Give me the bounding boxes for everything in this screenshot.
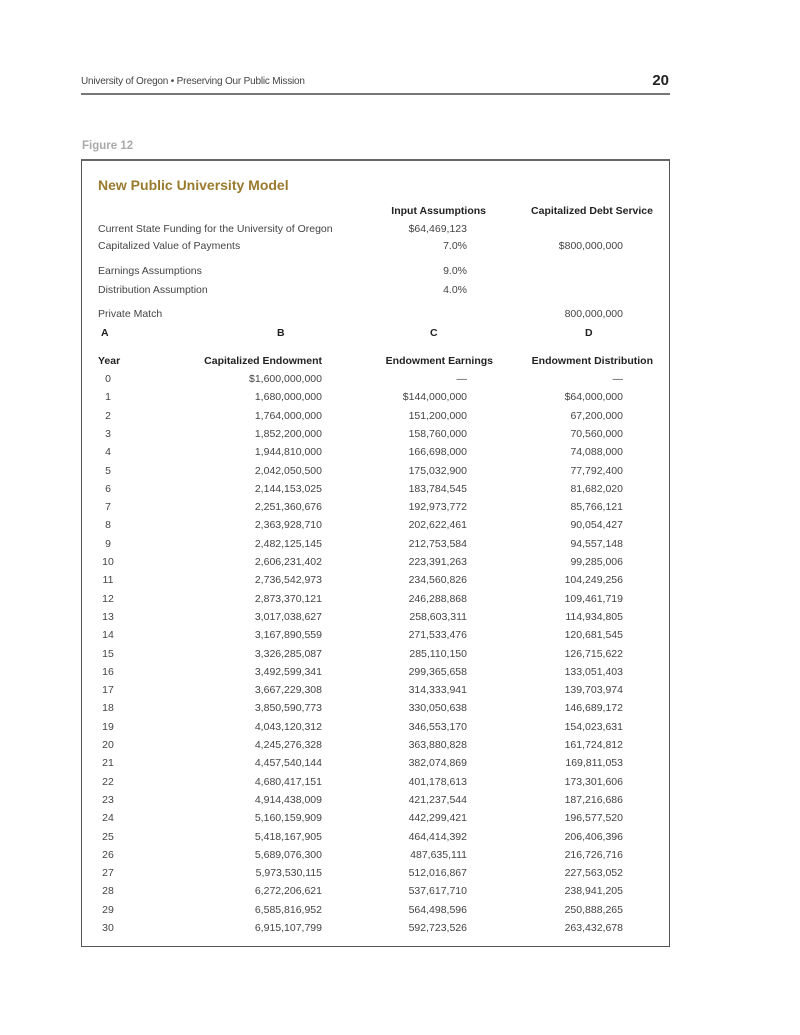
table-row <box>0 519 800 537</box>
table-row <box>0 593 800 611</box>
endowment-earnings-cell: 346,553,170 <box>408 720 467 733</box>
year-cell: 5 <box>105 464 111 477</box>
year-cell: 25 <box>102 830 114 843</box>
endowment-earnings-cell: 592,723,526 <box>408 922 467 934</box>
capitalized-endowment-cell: 3,326,285,087 <box>254 647 322 660</box>
year-cell: 7 <box>105 501 111 514</box>
endowment-distribution-cell: 77,792,400 <box>570 464 623 477</box>
endowment-earnings-cell: 537,617,710 <box>408 885 467 898</box>
table-row <box>0 648 800 666</box>
year-cell: 8 <box>105 519 111 532</box>
year-cell: 17 <box>102 684 114 697</box>
endowment-distribution-cell: 196,577,520 <box>564 812 623 825</box>
endowment-distribution-cell: 139,703,974 <box>564 684 623 697</box>
endowment-earnings-cell: $144,000,000 <box>402 391 467 404</box>
capitalized-endowment-cell: 1,944,810,000 <box>254 446 322 459</box>
year-cell: 6 <box>105 482 111 495</box>
capitalized-endowment-cell: 3,667,229,308 <box>254 684 322 697</box>
capitalized-endowment-cell: 6,272,206,621 <box>254 885 322 898</box>
endowment-distribution-cell: 114,934,805 <box>565 610 623 623</box>
endowment-earnings-cell: 175,032,900 <box>408 464 467 477</box>
endowment-distribution-cell: 154,023,631 <box>564 720 623 733</box>
assumption-input-value: 9.0% <box>443 265 467 277</box>
year-cell: 3 <box>105 427 111 440</box>
capitalized-endowment-cell: 4,680,417,151 <box>254 775 322 788</box>
year-cell: 20 <box>102 739 114 751</box>
endowment-earnings-cell: 512,016,867 <box>408 867 467 880</box>
endowment-distribution-cell: 169,811,053 <box>565 757 623 770</box>
table-row <box>0 702 800 720</box>
table-row <box>0 922 800 940</box>
endowment-earnings-cell: 158,760,000 <box>408 427 467 440</box>
table-row <box>0 446 800 464</box>
capitalized-endowment-cell: 3,017,038,627 <box>254 610 322 623</box>
capitalized-endowment-cell: 3,850,590,773 <box>254 702 322 715</box>
capitalized-endowment-cell: 2,482,125,145 <box>254 537 322 550</box>
endowment-distribution-cell: 104,249,256 <box>564 574 623 587</box>
table-row <box>0 501 800 519</box>
capitalized-endowment-cell: 2,251,360,676 <box>254 501 322 514</box>
year-cell: 16 <box>102 665 114 678</box>
table-row <box>0 794 800 812</box>
year-cell: 24 <box>102 812 114 825</box>
capitalized-endowment-cell: 3,492,599,341 <box>254 665 322 678</box>
header-endowment-earnings: Endowment Earnings <box>385 355 493 367</box>
table-row <box>0 391 800 409</box>
endowment-distribution-cell: 250,888,265 <box>564 903 623 916</box>
table-row <box>0 776 800 794</box>
capitalized-endowment-cell: 5,418,167,905 <box>254 830 322 843</box>
assumption-label: Current State Funding for the University of Oregon <box>98 223 333 235</box>
endowment-distribution-cell: 109,461,719 <box>564 592 623 605</box>
year-cell: 9 <box>105 537 111 550</box>
endowment-earnings-cell: 442,299,421 <box>408 812 467 825</box>
table-row <box>0 885 800 903</box>
capitalized-endowment-cell: 6,585,816,952 <box>254 903 322 916</box>
endowment-distribution-cell: 70,560,000 <box>570 427 623 440</box>
endowment-earnings-cell: 363,880,828 <box>408 739 467 751</box>
capitalized-endowment-cell: 4,043,120,312 <box>254 720 322 733</box>
endowment-distribution-cell: 85,766,121 <box>570 501 623 514</box>
capitalized-endowment-cell: 2,363,928,710 <box>254 519 322 532</box>
header-capitalized-endowment: Capitalized Endowment <box>204 355 322 367</box>
year-cell: 4 <box>105 446 111 459</box>
year-cell: 27 <box>102 867 114 880</box>
assumption-label: Private Match <box>98 308 163 320</box>
table-row <box>0 483 800 501</box>
header-rule <box>81 93 670 95</box>
endowment-distribution-cell: 173,301,606 <box>564 775 623 788</box>
capitalized-endowment-cell: 4,914,438,009 <box>254 793 322 806</box>
header-year: Year <box>98 355 121 367</box>
endowment-earnings-cell: 299,365,658 <box>408 665 467 678</box>
year-cell: 28 <box>102 885 114 898</box>
table-row <box>0 629 800 647</box>
endowment-earnings-cell: 487,635,111 <box>410 848 467 861</box>
table-row <box>0 410 800 428</box>
endowment-earnings-cell: 271,533,476 <box>408 629 467 642</box>
endowment-earnings-cell: 234,560,826 <box>408 574 467 587</box>
endowment-distribution-cell: 227,563,052 <box>564 867 623 880</box>
assumption-label: Capitalized Value of Payments <box>98 240 241 252</box>
column-letter-d: D <box>585 327 593 339</box>
figure-label: Figure 12 <box>82 140 134 152</box>
endowment-distribution-cell: 67,200,000 <box>570 409 623 422</box>
year-cell: 23 <box>102 793 114 806</box>
year-cell: 13 <box>102 610 114 623</box>
figure-title: New Public University Model <box>98 177 289 193</box>
capitalized-debt-header: Capitalized Debt Service <box>531 205 653 217</box>
year-cell: 30 <box>102 922 114 934</box>
endowment-distribution-cell: 263,432,678 <box>564 922 623 934</box>
year-cell: 21 <box>102 757 114 770</box>
endowment-earnings-cell: 314,333,941 <box>408 684 467 697</box>
capitalized-endowment-cell: 2,144,153,025 <box>254 482 322 495</box>
endowment-earnings-cell: 246,288,868 <box>408 592 467 605</box>
table-row <box>0 611 800 629</box>
table-row <box>0 465 800 483</box>
endowment-distribution-cell: $64,000,000 <box>564 391 623 404</box>
year-cell: 0 <box>105 373 111 385</box>
endowment-distribution-cell: 133,051,403 <box>564 665 623 678</box>
capitalized-endowment-cell: 2,736,542,973 <box>254 574 322 587</box>
endowment-distribution-cell: 90,054,427 <box>570 519 623 532</box>
capitalized-endowment-cell: 2,873,370,121 <box>254 592 322 605</box>
table-row <box>0 831 800 849</box>
running-header: University of Oregon • Preserving Our Public Mission <box>81 76 305 87</box>
capitalized-endowment-cell: $1,600,000,000 <box>249 373 322 385</box>
table-row <box>0 556 800 574</box>
table-row <box>0 574 800 592</box>
table-row <box>0 739 800 757</box>
endowment-earnings-cell: 183,784,545 <box>408 482 467 495</box>
endowment-distribution-cell: 94,557,148 <box>570 537 623 550</box>
endowment-distribution-cell: 81,682,020 <box>570 482 623 495</box>
column-letter-b: B <box>277 327 285 339</box>
year-cell: 10 <box>102 556 114 568</box>
capitalized-endowment-cell: 6,915,107,799 <box>254 922 322 934</box>
table-row <box>0 867 800 885</box>
capitalized-endowment-cell: 5,973,530,115 <box>255 867 322 880</box>
endowment-earnings-cell: 212,753,584 <box>408 537 467 550</box>
table-row <box>0 757 800 775</box>
header-endowment-distribution: Endowment Distribution <box>531 355 653 367</box>
table-row <box>0 373 800 391</box>
year-cell: 22 <box>102 775 114 788</box>
endowment-earnings-cell: 151,200,000 <box>408 409 467 422</box>
endowment-earnings-cell: 166,698,000 <box>408 446 467 459</box>
endowment-earnings-cell: 330,050,638 <box>408 702 467 715</box>
capitalized-endowment-cell: 5,689,076,300 <box>254 848 322 861</box>
assumption-label: Distribution Assumption <box>98 284 208 296</box>
table-row <box>0 684 800 702</box>
endowment-distribution-cell: 74,088,000 <box>570 446 623 459</box>
endowment-earnings-cell: 401,178,613 <box>408 775 467 788</box>
endowment-earnings-cell: 202,622,461 <box>408 519 467 532</box>
endowment-distribution-cell: 238,941,205 <box>564 885 623 898</box>
assumption-debt-value: 800,000,000 <box>564 308 623 320</box>
column-letter-a: A <box>101 327 109 339</box>
table-row <box>0 428 800 446</box>
capitalized-endowment-cell: 3,167,890,559 <box>254 629 322 642</box>
assumption-debt-value: $800,000,000 <box>558 240 623 252</box>
endowment-distribution-cell: 187,216,686 <box>564 793 623 806</box>
page-number: 20 <box>652 72 669 89</box>
endowment-distribution-cell: 216,726,716 <box>564 848 623 861</box>
endowment-distribution-cell: 161,724,812 <box>564 739 623 751</box>
table-row <box>0 904 800 922</box>
assumption-input-value: 4.0% <box>443 284 467 296</box>
capitalized-endowment-cell: 2,042,050,500 <box>254 464 322 477</box>
endowment-distribution-cell: 99,285,006 <box>570 556 623 568</box>
table-row <box>0 849 800 867</box>
year-cell: 1 <box>105 391 111 404</box>
endowment-earnings-cell: 192,973,772 <box>408 501 467 514</box>
endowment-earnings-cell: 564,498,596 <box>408 903 467 916</box>
year-cell: 26 <box>102 848 114 861</box>
year-cell: 15 <box>102 647 114 660</box>
capitalized-endowment-cell: 1,852,200,000 <box>254 427 322 440</box>
year-cell: 19 <box>102 720 114 733</box>
capitalized-endowment-cell: 4,245,276,328 <box>254 739 322 751</box>
year-cell: 11 <box>102 574 114 587</box>
endowment-earnings-cell: 258,603,311 <box>409 610 467 623</box>
endowment-earnings-cell: 223,391,263 <box>408 556 467 568</box>
year-cell: 29 <box>102 903 114 916</box>
capitalized-endowment-cell: 2,606,231,402 <box>254 556 322 568</box>
column-letter-c: C <box>430 327 438 339</box>
assumption-input-value: $64,469,123 <box>408 223 467 235</box>
endowment-earnings-cell: 464,414,392 <box>408 830 467 843</box>
input-assumptions-header: Input Assumptions <box>391 205 486 217</box>
assumption-input-value: 7.0% <box>443 240 467 252</box>
endowment-earnings-cell: 421,237,544 <box>408 793 467 806</box>
year-cell: 14 <box>102 629 114 642</box>
endowment-distribution-cell: 206,406,396 <box>564 830 623 843</box>
endowment-earnings-cell: — <box>456 373 467 385</box>
endowment-distribution-cell: 146,689,172 <box>564 702 623 715</box>
endowment-earnings-cell: 285,110,150 <box>409 647 467 660</box>
year-cell: 18 <box>102 702 114 715</box>
table-row <box>0 538 800 556</box>
capitalized-endowment-cell: 5,160,159,909 <box>254 812 322 825</box>
assumption-label: Earnings Assumptions <box>98 265 202 277</box>
capitalized-endowment-cell: 1,680,000,000 <box>254 391 322 404</box>
endowment-distribution-cell: 126,715,622 <box>564 647 623 660</box>
capitalized-endowment-cell: 4,457,540,144 <box>254 757 322 770</box>
table-row <box>0 812 800 830</box>
table-row <box>0 666 800 684</box>
endowment-earnings-cell: 382,074,869 <box>408 757 467 770</box>
table-row <box>0 721 800 739</box>
capitalized-endowment-cell: 1,764,000,000 <box>254 409 322 422</box>
endowment-distribution-cell: 120,681,545 <box>564 629 623 642</box>
year-cell: 12 <box>102 592 114 605</box>
endowment-distribution-cell: — <box>612 373 623 385</box>
year-cell: 2 <box>105 409 111 422</box>
